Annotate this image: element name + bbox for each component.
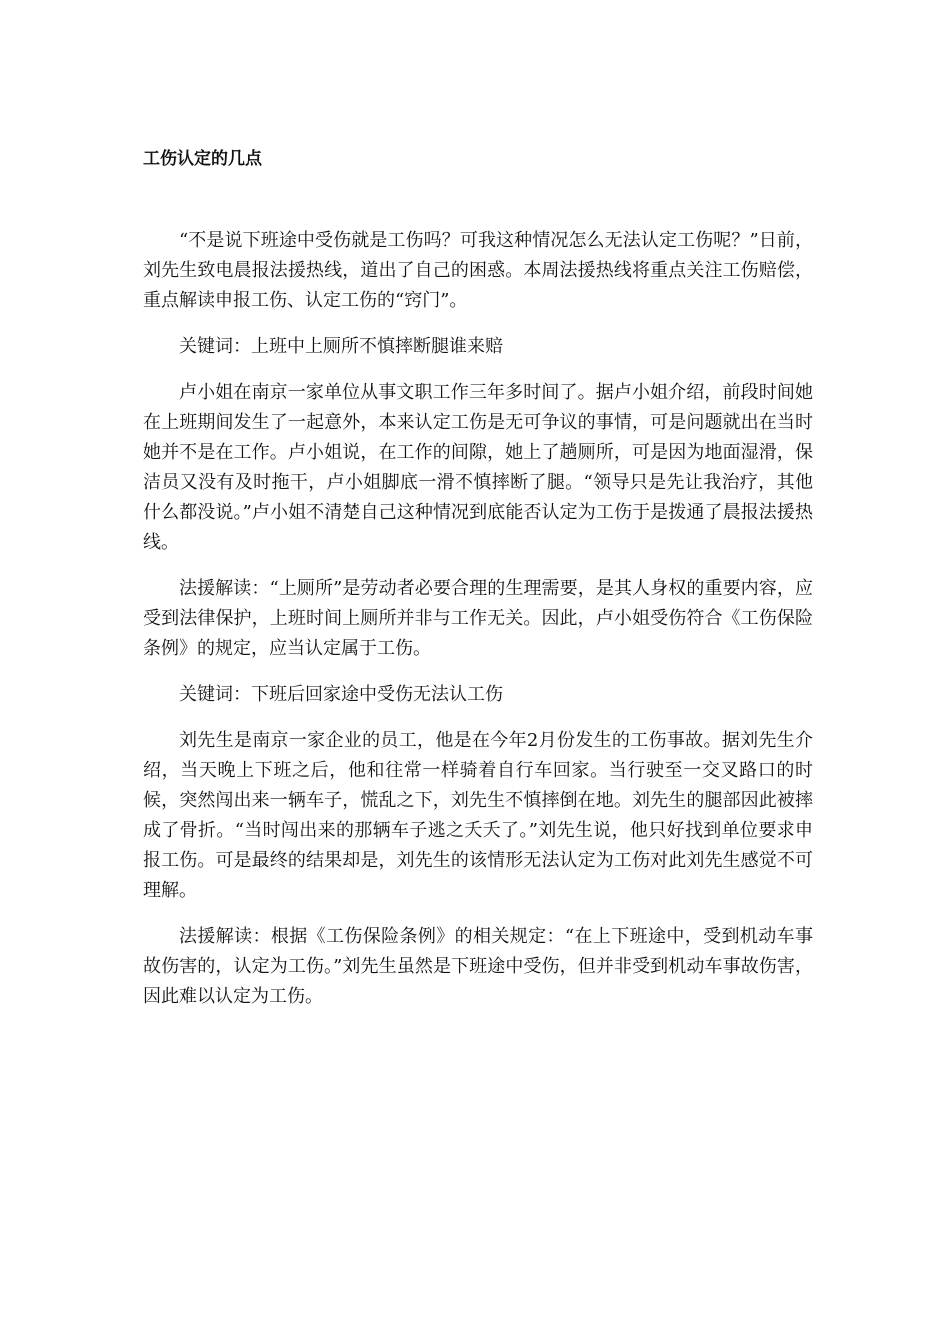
legal-analysis-lu: 法援解读：“上厕所”是劳动者必要合理的生理需要，是其人身权的重要内容，应受到法律保护，上班时间上厕所并非与工作无关。因此，卢小姐受伤符合《工伤保险条例》的规定，应当认定属于工伤。 (143, 578, 813, 659)
keyword-heading-commute: 关键词：下班后回家途中受伤无法认工伤 (179, 684, 503, 705)
keyword-heading-restroom: 关键词：上班中上厕所不慎摔断腿谁来赔 (179, 336, 503, 357)
case-paragraph-liu: 刘先生是南京一家企业的员工，他是在今年2月份发生的工伤事故。据刘先生介绍，当天晚上下班之后，他和往常一样骑着自行车回家。当行驶至一交叉路口的时候，突然闯出来一辆车子，慌乱之下，刘先生不慎摔倒在地。刘先生的腿部因此被摔成了骨折。“当时闯出来的那辆车子逃之夭夭了。”刘先生说，他只好找到单位要求申报工伤。可是最终的结果却是，刘先生的该情形无法认定为工伤对此刘先生感觉不可理解。 (143, 730, 813, 901)
case-paragraph-lu: 卢小姐在南京一家单位从事文职工作三年多时间了。据卢小姐介绍，前段时间她在上班期间发生了一起意外，本来认定工伤是无可争议的事情，可是问题就出在当时她并不是在工作。卢小姐说，在工作的间隙，她上了趟厕所，可是因为地面湿滑，保洁员又没有及时拖干，卢小姐脚底一滑不慎摔断了腿。“领导只是先让我治疗，其他什么都没说。”卢小姐不清楚自己这种情况到底能否认定为工伤于是拨通了晨报法援热线。 (143, 382, 813, 553)
document-title: 工伤认定的几点 (143, 149, 262, 169)
document-body (143, 226, 813, 1028)
intro-paragraph: “不是说下班途中受伤就是工伤吗？可我这种情况怎么无法认定工伤呢？”日前，刘先生致电晨报法援热线，道出了自己的困惑。本周法援热线将重点关注工伤赔偿，重点解读申报工伤、认定工伤的“窍门”。 (143, 230, 813, 311)
legal-analysis-liu: 法援解读：根据《工伤保险条例》的相关规定：“在上下班途中，受到机动车事故伤害的，认定为工伤。”刘先生虽然是下班途中受伤，但并非受到机动车事故伤害，因此难以认定为工伤。 (143, 926, 813, 1007)
